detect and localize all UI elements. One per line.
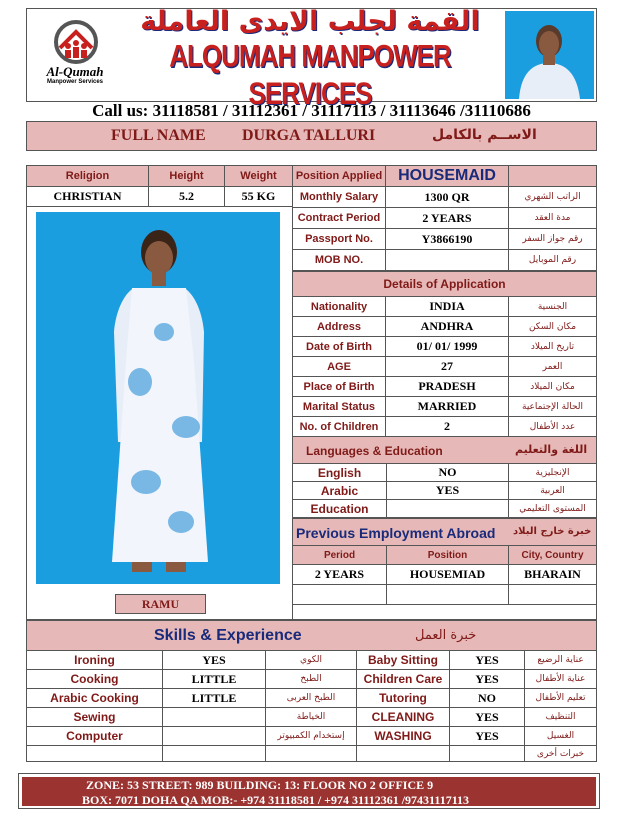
detail-row-value: ANDHRA [385, 316, 509, 337]
employment-row-position [386, 584, 509, 605]
detail-row-arabic: العمر [508, 356, 597, 377]
skill-right-value: YES [449, 650, 525, 670]
skill-left-value [162, 726, 266, 746]
detail-row-value: 01/ 01/ 1999 [385, 336, 509, 357]
skill-left-arabic: الطبخ العربى [265, 688, 357, 708]
skill-right-arabic: عناية الرضيع [524, 650, 597, 670]
height-header: Height [148, 165, 225, 187]
employment-row-position: HOUSEMIAD [386, 564, 509, 585]
weight-header: Weight [224, 165, 293, 187]
skill-left-label: Ironing [26, 650, 163, 670]
position-applied-label: Position Applied [292, 165, 386, 187]
detail-row-arabic: مكان الميلاد [508, 376, 597, 397]
skill-left-arabic: الخياطة [265, 707, 357, 727]
skill-left-value: LITTLE [162, 669, 266, 689]
skill-left-arabic [265, 745, 357, 762]
details-header: Details of Application [292, 271, 597, 297]
candidate-portrait-icon [505, 11, 594, 99]
detail-row-arabic: مكان السكن [508, 316, 597, 337]
header-photo [505, 11, 594, 99]
footer-line-2: BOX: 7071 DOHA QA MOB:- +974 31118581 / +974 31112361 /97431117113 [82, 793, 470, 806]
skill-left-value: LITTLE [162, 688, 266, 708]
skill-left-label: Computer [26, 726, 163, 746]
skills-title-arabic: خبرة العمل [415, 628, 477, 643]
detail-row-arabic: الحالة الإجتماعية [508, 396, 597, 417]
job-row-label: Monthly Salary [292, 186, 386, 208]
detail-row-value: 2 [385, 416, 509, 437]
skill-left-arabic: الطبخ [265, 669, 357, 689]
employment-row-city [508, 584, 597, 605]
footer-line-1: ZONE: 53 STREET: 989 BUILDING: 13: FLOOR NO 2 OFFICE 9 [86, 778, 434, 792]
religion-value: CHRISTIAN [26, 186, 149, 207]
languages-title-arabic: اللغة والتعليم [515, 443, 588, 456]
skill-right-label: WASHING [356, 726, 450, 746]
full-name-value: DURGA TALLURI [242, 127, 376, 144]
detail-row-value: 27 [385, 356, 509, 377]
english-company-title: ALQUMAH MANPOWER SERVICES [169, 37, 451, 111]
language-row-label: Arabic [292, 481, 387, 500]
full-name-arabic: الاســم بالكامل [432, 127, 537, 143]
skill-right-label: CLEANING [356, 707, 450, 727]
logo-text: Al-Qumah [46, 64, 104, 79]
job-row-arabic: رقم الموبايل [508, 249, 597, 271]
detail-row-arabic: الجنسية [508, 296, 597, 317]
skills-title: Skills & Experience [154, 627, 302, 644]
skill-right-label: Tutoring [356, 688, 450, 708]
employment-row-city: BHARAIN [508, 564, 597, 585]
skill-right-value [449, 745, 525, 762]
detail-row-label: Date of Birth [292, 336, 386, 357]
detail-row-label: Marital Status [292, 396, 386, 417]
skill-left-value [162, 745, 266, 762]
language-row-value [386, 499, 509, 518]
job-row-value: 2 YEARS [385, 207, 509, 229]
skill-right-label: Baby Sitting [356, 650, 450, 670]
language-row-label: Education [292, 499, 387, 518]
skill-left-value [162, 707, 266, 727]
skill-right-arabic: عناية الأطفال [524, 669, 597, 689]
skill-right-label: Children Care [356, 669, 450, 689]
skills-header [26, 620, 597, 651]
skill-left-arabic: إستخدام الكمبيوتر [265, 726, 357, 746]
detail-row-label: No. of Children [292, 416, 386, 437]
footer-bar [22, 777, 596, 806]
skill-right-value: YES [449, 726, 525, 746]
arabic-company-title: القمة لجلب الايدى العاملة [140, 6, 480, 37]
language-row-arabic: العربية [508, 481, 597, 500]
job-row-value: 1300 QR [385, 186, 509, 208]
skill-right-arabic: تعليم الأطفال [524, 688, 597, 708]
skill-right-value: NO [449, 688, 525, 708]
job-row-arabic: الراتب الشهري [508, 186, 597, 208]
detail-row-value: PRADESH [385, 376, 509, 397]
full-photo [36, 212, 280, 584]
language-row-label: English [292, 463, 387, 482]
skill-right-label [356, 745, 450, 762]
skill-left-label: Cooking [26, 669, 163, 689]
full-name-label: FULL NAME [111, 127, 206, 144]
job-row-label: Passport No. [292, 228, 386, 250]
detail-row-value: MARRIED [385, 396, 509, 417]
detail-row-label: Address [292, 316, 386, 337]
call-us: Call us: 31118581 / 31112361 / 31117113 / 31113646 /31110686 [92, 101, 531, 120]
skill-right-arabic: الغسيل [524, 726, 597, 746]
skill-left-arabic: الكوي [265, 650, 357, 670]
skill-left-label [26, 745, 163, 762]
weight-value: 55 KG [224, 186, 293, 207]
languages-title: Languages & Education [306, 444, 443, 458]
language-row-value: NO [386, 463, 509, 482]
religion-header: Religion [26, 165, 149, 187]
employment-blank-row [292, 604, 597, 620]
employment-row-period: 2 YEARS [292, 564, 387, 585]
job-row-arabic: رقم جواز السفر [508, 228, 597, 250]
skill-right-arabic: التنظيف [524, 707, 597, 727]
position-applied-blank [508, 165, 597, 187]
company-logo [36, 18, 114, 90]
job-row-label: Contract Period [292, 207, 386, 229]
candidate-full-photo-icon [36, 212, 280, 584]
skill-right-value: YES [449, 707, 525, 727]
skill-right-value: YES [449, 669, 525, 689]
employment-col-city: City, Country [508, 545, 597, 565]
full-name-bar [26, 121, 597, 151]
languages-header [292, 436, 597, 464]
skill-left-label: Arabic Cooking [26, 688, 163, 708]
employment-col-position: Position [386, 545, 509, 565]
detail-row-label: AGE [292, 356, 386, 377]
job-row-value [385, 249, 509, 271]
detail-row-value: INDIA [385, 296, 509, 317]
detail-row-label: Place of Birth [292, 376, 386, 397]
language-row-arabic: الإنجليزية [508, 463, 597, 482]
photo-caption: RAMU [115, 594, 206, 614]
detail-row-arabic: عدد الأطفال [508, 416, 597, 437]
skill-right-arabic: خبرات أخرى [524, 745, 597, 762]
job-row-arabic: مدة العقد [508, 207, 597, 229]
logo-subtext: Manpower Services [46, 79, 104, 85]
employment-header [292, 518, 597, 546]
skill-left-label: Sewing [26, 707, 163, 727]
detail-row-arabic: تاريخ الميلاد [508, 336, 597, 357]
employment-title-arabic: خبرة خارج البلاد [513, 526, 592, 537]
employment-row-period [292, 584, 387, 605]
language-row-value: YES [386, 481, 509, 500]
height-value: 5.2 [148, 186, 225, 207]
employment-col-period: Period [292, 545, 387, 565]
language-row-arabic: المستوى التعليمي [508, 499, 597, 518]
employment-title: Previous Employment Abroad [296, 525, 496, 541]
position-applied-value: HOUSEMAID [385, 165, 509, 187]
skill-left-value: YES [162, 650, 266, 670]
detail-row-label: Nationality [292, 296, 386, 317]
job-row-value: Y3866190 [385, 228, 509, 250]
job-row-label: MOB NO. [292, 249, 386, 271]
